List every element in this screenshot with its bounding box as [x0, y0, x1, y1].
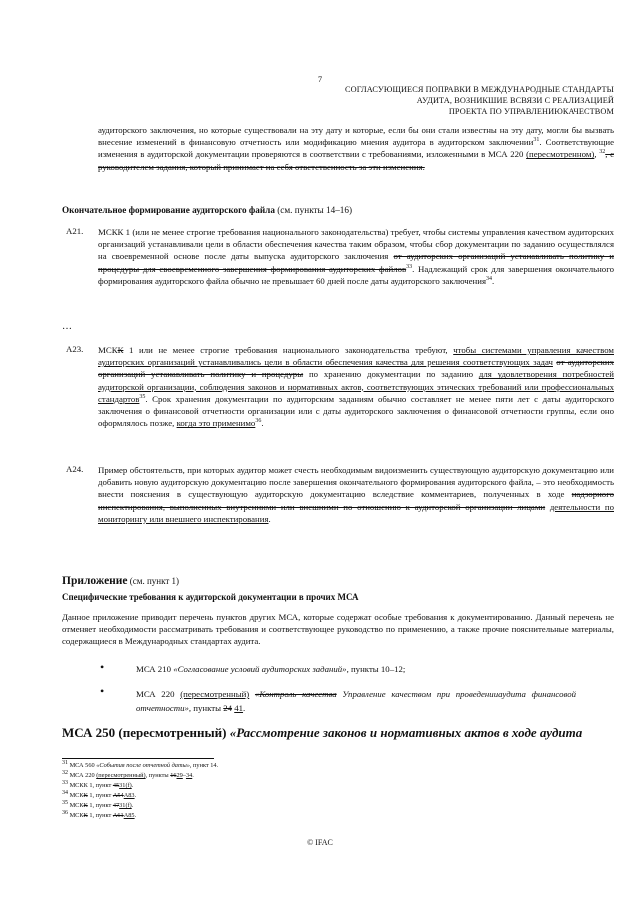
footnote-ref: 34: [486, 275, 493, 282]
text: .: [134, 812, 137, 819]
inserted-text: 31(f): [119, 782, 132, 789]
text: по хранению документации по заданию: [303, 369, 479, 380]
bullet-item-1: [136, 663, 614, 675]
deleted-text: 47: [112, 802, 120, 809]
footnote-31: [62, 761, 218, 771]
page-number: 7: [317, 74, 323, 84]
running-header: [345, 84, 614, 117]
footnote-33: [62, 781, 133, 791]
header-line-1: СОГЛАСУЮЩИЕСЯ ПОПРАВКИ В МЕЖДУНАРОДНЫЕ СТАНДАРТЫ: [344, 85, 614, 94]
italic-title: «Рассмотрение законов и нормативных актов в ходе аудита: [229, 725, 583, 740]
footnote-number: 35: [62, 799, 68, 806]
footnote-34: [62, 791, 136, 801]
text: . Соответствующие изменения в аудиторской документации проверяются в соответствии с требованиями, изложенными в МСА 220: [98, 137, 614, 160]
footnote-ref: 31: [533, 137, 540, 144]
bullet-2-marker: •: [100, 684, 105, 698]
appendix-ref: (см. пункт 1): [127, 576, 180, 586]
text: –: [182, 772, 186, 779]
bullet-1-marker: •: [100, 660, 105, 674]
text: 1 или не менее строгие требования национального законодательства требуют,: [123, 345, 454, 355]
deleted-text: A61: [112, 812, 124, 819]
text: .: [134, 792, 137, 799]
footnote-number: 31: [62, 759, 68, 766]
text: МСА 210: [136, 664, 174, 674]
deleted-text: от аудиторских организаций устанавливать политику и процедуры для своевременного завершения формирования аудиторских файлов: [98, 251, 614, 274]
inserted-text: когда это применимо: [176, 418, 256, 429]
text: МСК: [68, 792, 84, 799]
text: МСК: [98, 345, 118, 355]
text: МСКК 1, пункт: [68, 782, 113, 789]
text: МСА 220: [136, 689, 181, 699]
inserted-text: (пересмотренный): [180, 689, 250, 699]
paragraph-a24: [98, 464, 614, 525]
ellipsis: …: [62, 321, 72, 332]
isa-250-heading: [62, 725, 582, 741]
footnote-number: 36: [62, 809, 68, 816]
italic-title: «Согласование условий аудиторских заданий»: [173, 664, 347, 674]
page-footer: © IFAC: [307, 838, 333, 847]
footnote-number: 34: [62, 789, 68, 796]
deleted-text: «Контроль качества: [254, 689, 337, 699]
inserted-text: 29: [176, 772, 183, 779]
deleted-text: К: [83, 792, 88, 799]
appendix-heading: [62, 571, 179, 589]
section-ref: (см. пункты 14–16): [274, 205, 353, 215]
footnote-separator: [62, 758, 214, 759]
deleted-text: 45: [112, 782, 120, 789]
section-title: Окончательное формирование аудиторского файла: [62, 205, 275, 215]
deleted-text: надзорного инспектирования, выполненных внутренними или внешними по отношению к аудиторской организации лицами: [98, 489, 614, 512]
text: 1, пункт: [87, 792, 113, 799]
footnote-ref: 36: [255, 418, 262, 425]
text: 1, пункт: [87, 812, 113, 819]
deleted-text: К: [83, 802, 88, 809]
deleted-text: 24: [223, 703, 233, 713]
text: МСК: [68, 812, 84, 819]
deleted-text: , с руководителем задания, который принимает на себя ответственность за эти изменения.: [98, 149, 614, 172]
text: Пример обстоятельств, при которых аудитор может счесть необходимым видоизменить существующую аудиторскую документацию или добавить новую аудиторскую документацию после завершения окончательного формирования аудиторского файла, – это необходимость внести пояснения в существующую аудиторскую документацию вследствие комментариев, полученных в ходе: [98, 465, 614, 500]
inserted-text: 31(f): [119, 802, 132, 809]
text: .: [243, 703, 246, 713]
footnote-number: 32: [62, 769, 68, 776]
text: МСА 250 (пересмотренный): [62, 725, 230, 740]
text: аудиторского заключения, но которые существовали на эту дату и которые, если бы они стали известны на эту дату, могли бы вызвать внесение изменений в финансовую отчетность или модификацию мнения аудитора в аудиторском заключении: [98, 125, 614, 148]
paragraph-a21: [98, 226, 614, 287]
inserted-text: A85: [123, 812, 135, 819]
inserted-text: (пересмотренный): [96, 772, 146, 779]
text: .: [261, 418, 264, 429]
footnote-32: [62, 771, 194, 781]
text: , пункты: [145, 772, 171, 779]
footnote-36: [62, 811, 136, 821]
inserted-text: A83: [123, 792, 135, 799]
text: , пункт 14.: [189, 762, 219, 769]
deleted-text: К: [117, 345, 124, 355]
continued-paragraph: [98, 124, 614, 173]
deleted-text: от аудиторских организаций устанавливать политику и процедуры: [98, 357, 615, 380]
italic-title: «События после отчетной даты»: [96, 762, 190, 769]
text: , пункты: [188, 703, 224, 713]
text: МСА 560: [68, 762, 97, 769]
deleted-text: 16: [170, 772, 177, 779]
footnote-ref: 33: [406, 263, 413, 270]
text: МСКК 1 (или не менее строгие требования национального законодательства) требует, чтобы системы управления качеством аудиторских организаций устанавливали цели в области обеспечения качества таким образом, чтобы сбор документации по заданию осуществлялся на своевременной основе после даты выпуска аудиторского заключения: [98, 227, 614, 262]
text: ,: [594, 149, 600, 160]
appendix-title: Приложение: [62, 575, 128, 587]
text: 1, пункт: [87, 802, 113, 809]
paragraph-a23: [98, 344, 614, 429]
footnote-35: [62, 801, 133, 811]
bullet-item-2: [136, 687, 576, 715]
inserted-text: деятельности по мониторингу или внешнего инспектирования: [98, 501, 614, 524]
appendix-intro: Данное приложение приводит перечень пунктов других МСА, которые содержат особые требования к документированию. Данный перечень не отменяет необходимости рассматривать требования и соответствующее руководство по применению, а также прочие пояснительные материалы, содержащиеся в Международных стандартах аудита.: [62, 612, 614, 647]
appendix-subtitle: Специфические требования к аудиторской документации в прочих МСА: [62, 592, 359, 602]
footnote-number: 33: [62, 779, 68, 786]
text: . Срок хранения документации по аудиторским заданиям обычно составляет не менее пяти лет с даты аудиторского заключения о финансовой отчетности организации или с даты аудиторского заключения о финансовой отчетности группы, если оно оформлялось позже,: [98, 393, 614, 429]
text: , пункты 10–12;: [346, 664, 406, 674]
inserted-text: для удовлетворения потребностей аудиторской организации, соблюдения законов и нормативных актов, соответствующих этических требований или профессиональных стандартов: [98, 369, 614, 404]
text: .: [492, 275, 495, 286]
inserted-text: 41: [234, 703, 244, 713]
text: МСА 220: [68, 772, 97, 779]
text: МСК: [68, 802, 84, 809]
deleted-text: К: [83, 812, 88, 819]
header-line-2: АУДИТА, ВОЗНИКШИЕ ВСВЯЗИ С РЕАЛИЗАЦИЕЙ: [416, 96, 614, 105]
italic-title: Управление качеством при проведенииаудита финансовой отчетности»: [136, 689, 577, 713]
footnote-ref: 35: [139, 393, 146, 400]
section-heading: [62, 205, 352, 215]
inserted-text: 34: [185, 772, 193, 779]
paragraph-label-a23: A23.: [66, 344, 84, 354]
text: .: [131, 802, 134, 809]
deleted-text: A54: [112, 792, 124, 799]
text: . Надлежащий срок для завершения окончательного формирования аудиторского файла обычно не превышает 60 дней после даты аудиторского заключения: [98, 263, 614, 286]
header-line-3: ПРОЕКТА ПО УПРАВЛЕНИЮКАЧЕСТВОМ: [448, 107, 614, 116]
inserted-text: (пересмотренном): [526, 149, 595, 160]
text: .: [192, 772, 194, 779]
inserted-text: чтобы системами управления качеством аудиторских организаций устанавливались цели в области обеспечения качества для решения соответствующих задач: [98, 345, 614, 368]
paragraph-label-a21: A21.: [66, 226, 84, 236]
paragraph-label-a24: A24.: [66, 464, 84, 474]
footnote-ref: 32: [599, 149, 606, 156]
text: .: [268, 513, 271, 524]
text: .: [131, 782, 134, 789]
